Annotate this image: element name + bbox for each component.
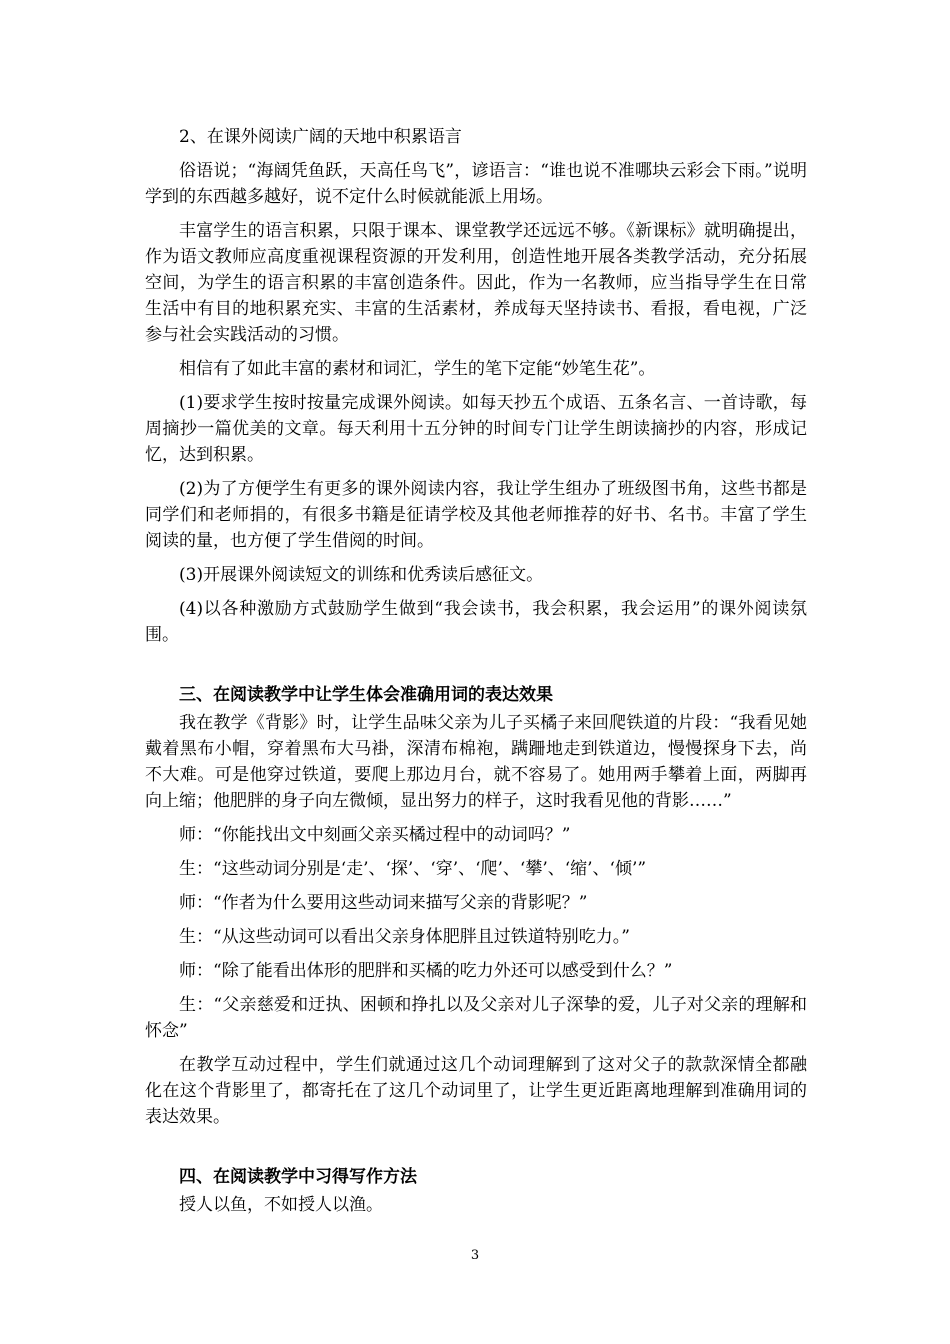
dialogue-line-4: 生：“从这些动词可以看出父亲身体肥胖且过铁道特别吃力。” [179, 927, 630, 947]
paragraph-proverb: 俗语说；“海阔凭鱼跃，天高任鸟飞”，谚语言：“谁也说不准哪块云彩会下雨。”说明学到的东西越多越好，说不定什么时候就能派上用场。 [145, 161, 807, 207]
dialogue-line-3: 师：“作者为什么要用这些动词来描写父亲的背影呢？” [179, 893, 588, 913]
section-heading-4: 四、在阅读教学中习得写作方法 [179, 1167, 417, 1187]
paragraph-teach-fishing: 授人以鱼，不如授人以渔。 [179, 1195, 383, 1215]
section-spacer [145, 656, 807, 682]
paragraph-enrich-accumulation: 丰富学生的语言积累，只限于课本、课堂教学还远远不够。《新课标》就明确提出，作为语文教师应高度重视课程资源的开发利用，创造性地开展各类教学活动，充分拓展空间，为学生的语言积累的丰富创造条件。因此，作为一名教师，应当指导学生在日常生活中有目的地积累充实、丰富的生活素材，养成每天坚持读书、看报，看电视，广泛参与社会实践活动的习惯。 [145, 221, 807, 345]
dialogue-line-1: 师：“你能找出文中刻画父亲买橘过程中的动词吗？” [179, 825, 571, 845]
list-item-3: (3)开展课外阅读短文的训练和优秀读后感征文。 [179, 565, 544, 585]
document-body [145, 124, 807, 1222]
paragraph-beiying-excerpt: 我在教学《背影》时，让学生品味父亲为儿子买橘子来回爬铁道的片段：“我看见她戴着黑布小帽，穿着黑布大马褂，深清布棉袍，蹒跚地走到铁道边，慢慢探身下去，尚不大难。可是他穿过铁道，要爬上那边月台，就不容易了。她用两手攀着上面，两脚再向上缩；他肥胖的身子向左微倾，显出努力的样子，这时我看见他的背影……” [145, 713, 807, 811]
list-item-2: (2)为了方便学生有更多的课外阅读内容，我让学生组办了班级图书角，这些书都是同学们和老师捐的，有很多书籍是征请学校及其他老师推荐的好书、名书。丰富了学生阅读的量，也方便了学生借阅的时间。 [145, 479, 807, 551]
list-item-1: (1)要求学生按时按量完成课外阅读。如每天抄五个成语、五条名言、一首诗歌，每周摘抄一篇优美的文章。每天利用十五分钟的时间专门让学生朗读摘抄的内容，形成记忆，达到积累。 [145, 393, 807, 465]
paragraph-interaction-summary: 在教学互动过程中，学生们就通过这几个动词理解到了这对父子的款款深情全都融化在这个背影里了，都寄托在了这几个动词里了，让学生更近距离地理解到准确用词的表达效果。 [145, 1055, 807, 1127]
section-heading-3: 三、在阅读教学中让学生体会准确用词的表达效果 [179, 685, 553, 705]
paragraph-rich-materials: 相信有了如此丰富的素材和词汇，学生的笔下定能“妙笔生花”。 [179, 359, 656, 379]
page-number: 3 [470, 1248, 480, 1263]
list-item-4: (4)以各种激励方式鼓励学生做到“我会读书，我会积累，我会运用”的课外阅读氛围。 [145, 599, 807, 645]
section-spacer [145, 1138, 807, 1164]
subheading-accumulate-language: 2、在课外阅读广阔的天地中积累语言 [179, 127, 462, 147]
dialogue-line-6: 生：“父亲慈爱和迂执、困顿和挣扎以及父亲对儿子深挚的爱，儿子对父亲的理解和怀念” [145, 995, 807, 1041]
dialogue-line-2: 生：“这些动词分别是‘走’、‘探’、‘穿’、‘爬’、‘攀’、‘缩’、‘倾’” [179, 859, 647, 879]
dialogue-line-5: 师：“除了能看出体形的肥胖和买橘的吃力外还可以感受到什么？” [179, 961, 673, 981]
